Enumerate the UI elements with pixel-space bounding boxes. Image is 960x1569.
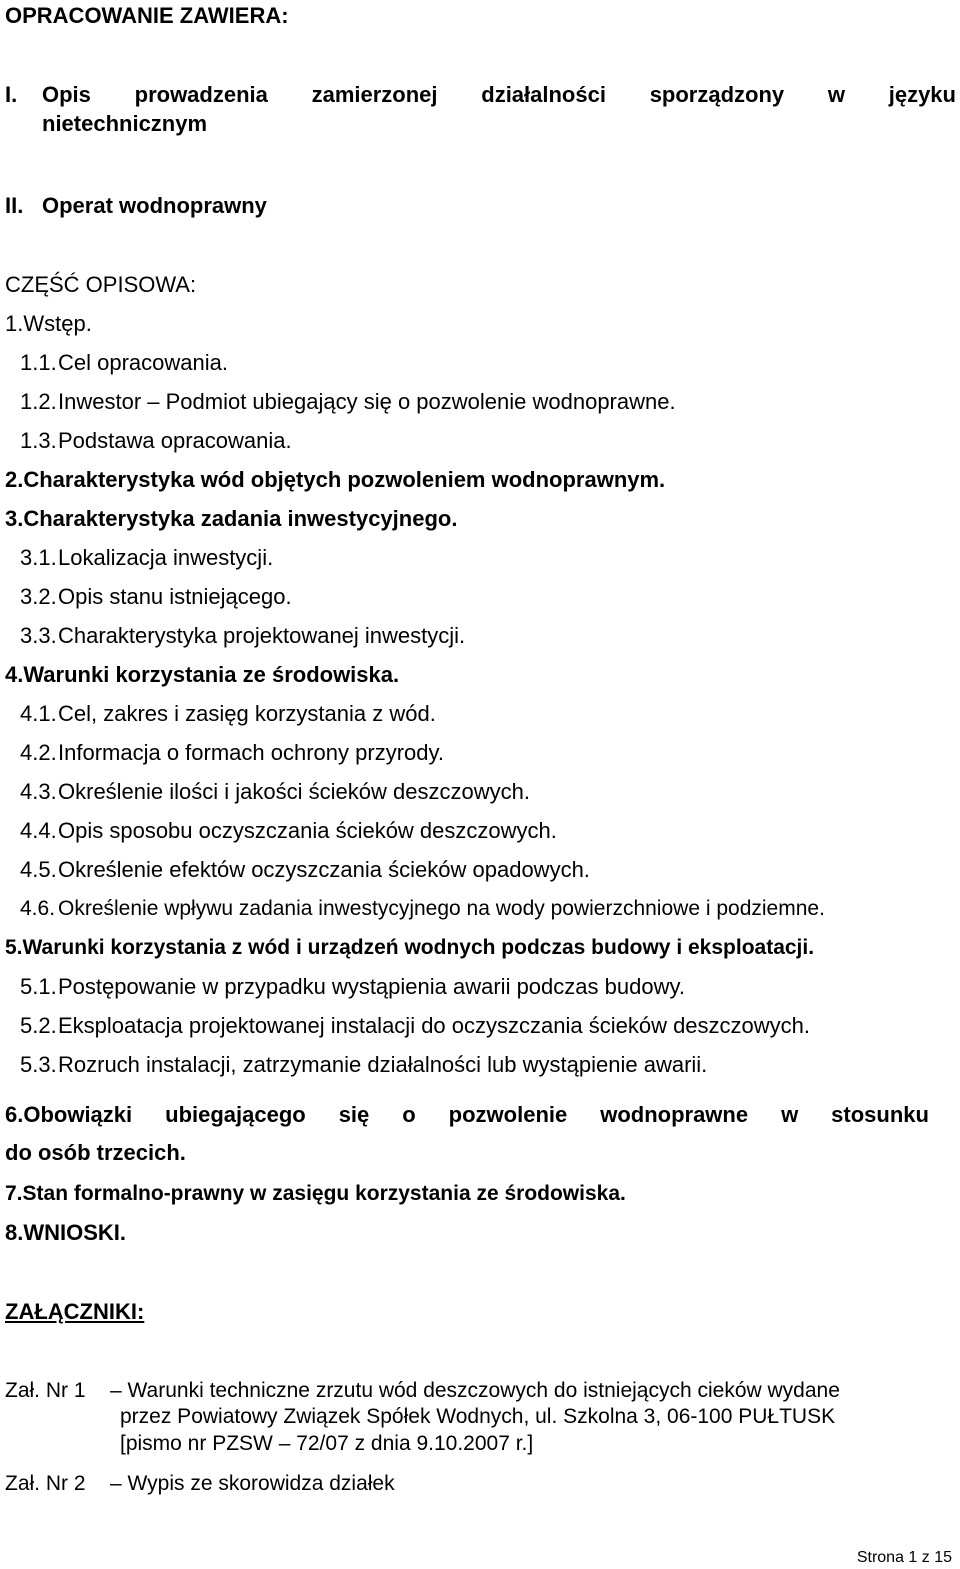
part-1-word: działalności (481, 82, 606, 107)
page-number: Strona 1 z 15 (856, 1549, 952, 1566)
toc-number: 3.3. (20, 623, 57, 648)
toc-item-5 (5, 935, 814, 961)
attachment-line: – Wypis ze skorowidza działek (110, 1472, 395, 1495)
toc-number: 5.1. (20, 974, 57, 999)
toc-text: Charakterystyka projektowanej inwestycji. (58, 623, 466, 648)
toc-item-6 (5, 1102, 929, 1128)
toc-text: Opis sposobu oczyszczania ścieków deszczowych. (58, 818, 557, 843)
toc-number: 4.5. (20, 857, 57, 882)
toc-text: Opis stanu istniejącego. (58, 584, 292, 609)
toc-item-3-1 (20, 545, 273, 571)
toc-number: 4.3. (20, 779, 57, 804)
toc-item-7: 7.Stan formalno-prawny w zasięgu korzystania ze środowiska. (5, 1182, 626, 1205)
toc-number: 1. (5, 311, 24, 336)
part-1-word: prowadzenia (134, 82, 268, 107)
toc-item-1-3 (20, 428, 292, 454)
toc-number: 3. (5, 506, 24, 531)
part-1-title-line2: nietechnicznym (42, 111, 208, 136)
toc-item-5-1 (20, 974, 685, 1000)
toc-text: Informacja o formach ochrony przyrody. (58, 740, 444, 765)
toc-text: Eksploatacja projektowanej instalacji do oczyszczania ścieków deszczowych. (58, 1013, 811, 1038)
part-1-word: Opis (42, 82, 91, 107)
attachment-2 (5, 1471, 395, 1497)
toc-number: 1.2. (20, 389, 57, 414)
toc-number: 5.3. (20, 1052, 57, 1077)
attachment-line: – Warunki techniczne zrzutu wód deszczowych do istniejących cieków wydane (110, 1379, 840, 1402)
toc-item-4-3 (20, 779, 530, 805)
toc-item-4-1 (20, 701, 436, 727)
toc-item-5-2 (20, 1013, 810, 1039)
sec6-word: ubiegającego (165, 1102, 306, 1127)
toc-item-4-4 (20, 818, 557, 844)
toc-text: Inwestor – Podmiot ubiegający się o pozwolenie wodnoprawne. (58, 389, 676, 414)
attachment-1 (5, 1378, 840, 1404)
toc-text: Warunki korzystania z wód i urządzeń wodnych podczas budowy i eksploatacji. (22, 936, 815, 959)
toc-text: Podstawa opracowania. (58, 428, 292, 453)
sec6-word: wodnoprawne (600, 1102, 749, 1127)
toc-text: Warunki korzystania ze środowiska. (23, 662, 400, 687)
part-2-title: Operat wodnoprawny (42, 193, 267, 218)
toc-item-6-line2: do osób trzecich. (5, 1140, 186, 1165)
attachment-label: Zał. Nr 1 (5, 1379, 86, 1402)
part-1-word: w (827, 82, 845, 107)
toc-number: 3.2. (20, 584, 57, 609)
toc-item-3 (5, 506, 457, 532)
toc-item-4-2 (20, 740, 444, 766)
toc-item-5-3 (20, 1052, 707, 1078)
toc-text: Cel opracowania. (58, 350, 228, 375)
part-1-word: zamierzonej (311, 82, 438, 107)
toc-item-3-2 (20, 584, 292, 610)
attachment-line: [pismo nr PZSW – 72/07 z dnia 9.10.2007 r.] (120, 1432, 534, 1455)
toc-text: Charakterystyka zadania inwestycyjnego. (23, 506, 458, 531)
toc-number: 4.2. (20, 740, 57, 765)
toc-item-4-6 (20, 896, 825, 922)
document-heading: OPRACOWANIE ZAWIERA: (5, 3, 289, 28)
toc-item-1-2 (20, 389, 676, 415)
toc-item-2 (5, 467, 665, 493)
toc-item-1 (5, 311, 92, 337)
toc-item-4-5 (20, 857, 590, 883)
toc-text: Określenie wpływu zadania inwestycyjnego na wody powierzchniowe i podziemne. (58, 897, 825, 920)
toc-item-8: 8.WNIOSKI. (5, 1220, 127, 1245)
attachments-heading: ZAŁĄCZNIKI: (5, 1299, 145, 1324)
toc-number: 5.2. (20, 1013, 57, 1038)
toc-number: 4.6. (20, 897, 56, 920)
part-2-number: II. (5, 193, 24, 218)
toc-text: Lokalizacja inwestycji. (58, 545, 274, 570)
sec6-word: się (338, 1102, 370, 1127)
toc-number: 4.1. (20, 701, 57, 726)
toc-number: 1.3. (20, 428, 57, 453)
toc-text: Określenie ilości i jakości ścieków deszczowych. (58, 779, 530, 804)
toc-text: Określenie efektów oczyszczania ścieków opadowych. (58, 857, 590, 882)
toc-text: Charakterystyka wód objętych pozwoleniem wodnoprawnym. (23, 467, 666, 492)
sec6-word: o (402, 1102, 416, 1127)
descriptive-part-heading: CZĘŚĆ OPISOWA: (5, 272, 197, 297)
attachment-label: Zał. Nr 2 (5, 1472, 86, 1495)
sec6-word: stosunku (831, 1102, 929, 1127)
part-1-word: języku (888, 82, 956, 107)
toc-number: 4. (5, 662, 24, 687)
toc-number: 2. (5, 467, 24, 492)
toc-text: Postępowanie w przypadku wystąpienia awarii podczas budowy. (58, 974, 685, 999)
part-1-word: sporządzony (649, 82, 785, 107)
sec6-word: 6.Obowiązki (5, 1102, 133, 1127)
toc-number: 4.4. (20, 818, 57, 843)
toc-item-3-3 (20, 623, 465, 649)
toc-text: Rozruch instalacji, zatrzymanie działalności lub wystąpienie awarii. (58, 1052, 708, 1077)
toc-item-1-1 (20, 350, 228, 376)
toc-number: 1.1. (20, 350, 57, 375)
toc-number: 5. (5, 936, 23, 959)
part-1-number: I. (5, 82, 18, 107)
part-1-title (42, 82, 956, 108)
toc-item-4 (5, 662, 399, 688)
toc-text: Wstęp. (23, 311, 92, 336)
attachment-line: przez Powiatowy Związek Spółek Wodnych, ul. Szkolna 3, 06-100 PUŁTUSK (120, 1405, 836, 1428)
toc-text: Cel, zakres i zasięg korzystania z wód. (58, 701, 436, 726)
toc-number: 3.1. (20, 545, 57, 570)
sec6-word: pozwolenie (448, 1102, 568, 1127)
sec6-word: w (781, 1102, 799, 1127)
